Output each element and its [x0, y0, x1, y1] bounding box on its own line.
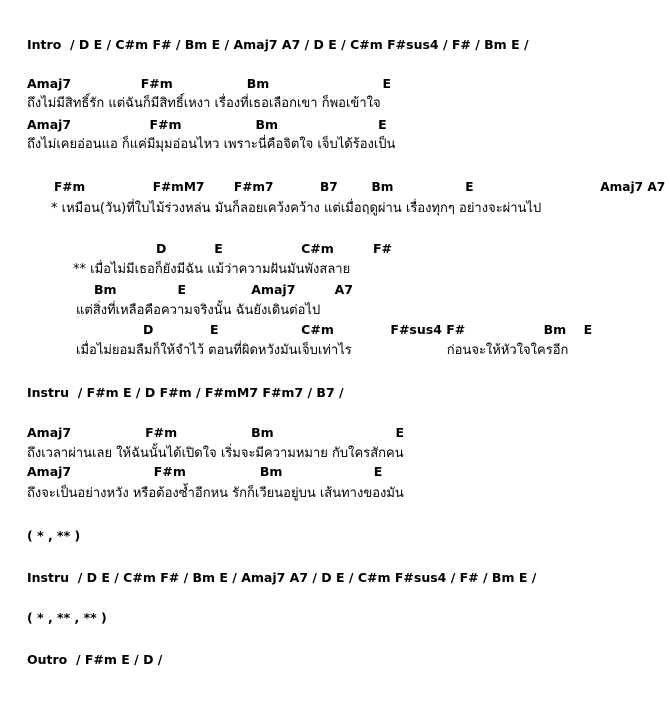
chord-line: Amaj7 F#m Bm E	[27, 464, 383, 479]
chord-line: D E C#m F#sus4 F# Bm E	[143, 322, 593, 337]
lyric-line: ถึงไม่มีสิทธิ์รัก แต่ฉันก็มีสิทธิ์เหงา เรื่องที่เธอเลือกเขา ก็พอเข้าใจ	[27, 96, 381, 111]
chord-line: D E C#m F#	[156, 241, 392, 256]
lyric-line: แต่สิ่งที่เหลือคือความจริงนั้น ฉันยังเดินต่อไป	[76, 303, 321, 318]
lyric-line: ถึงไม่เคยอ่อนแอ ก็แค่มีมุมอ่อนไหว เพราะนี่คือจิตใจ เจ็บได้ร้องเป็น	[27, 137, 396, 152]
instru-line: Instru / D E / C#m F# / Bm E / Amaj7 A7 / D E / C#m F#sus4 / F# / Bm E /	[27, 570, 537, 585]
instru-line: Instru / F#m E / D F#m / F#mM7 F#m7 / B7 /	[27, 385, 344, 400]
lyric-line: ถึงจะเป็นอย่างหวัง หรือต้องซ้ำอีกหน รักก็เวียนอยู่บน เส้นทางของมัน	[27, 486, 404, 501]
lyric-line: ถึงเวลาผ่านเลย ให้ฉันนั้นได้เปิดใจ เริ่มจะมีความหมาย กับใครสักคน	[27, 446, 404, 461]
outro-line: Outro / F#m E / D /	[27, 652, 163, 667]
intro-line: Intro / D E / C#m F# / Bm E / Amaj7 A7 / D E / C#m F#sus4 / F# / Bm E /	[27, 37, 529, 52]
lyric-line: เมื่อไม่ยอมลืมก็ให้จำไว้ ตอนที่ผิดหวังมันเจ็บเท่าไร ก่อนจะให้หัวใจใครอีก	[76, 343, 569, 358]
chord-line: F#m F#mM7 F#m7 B7 Bm E Amaj7 A7	[54, 179, 666, 194]
chord-line: Bm E Amaj7 A7	[94, 282, 353, 297]
lyric-line: ** เมื่อไม่มีเธอก็ยังมีฉัน แม้ว่าความฝันมันพังสลาย	[73, 262, 351, 277]
repeat-marker: ( * , ** )	[27, 528, 81, 543]
repeat-marker: ( * , ** , ** )	[27, 610, 107, 625]
chord-line: Amaj7 F#m Bm E	[27, 76, 392, 91]
chord-line: Amaj7 F#m Bm E	[27, 117, 387, 132]
lyric-line: * เหมือน(วัน)ที่ใบไม้ร่วงหล่น มันก็ลอยเคว้งคว้าง แต่เมื่อฤดูผ่าน เรื่องทุกๆ อย่างจะผ่านไป	[51, 201, 542, 216]
chord-line: Amaj7 F#m Bm E	[27, 425, 405, 440]
